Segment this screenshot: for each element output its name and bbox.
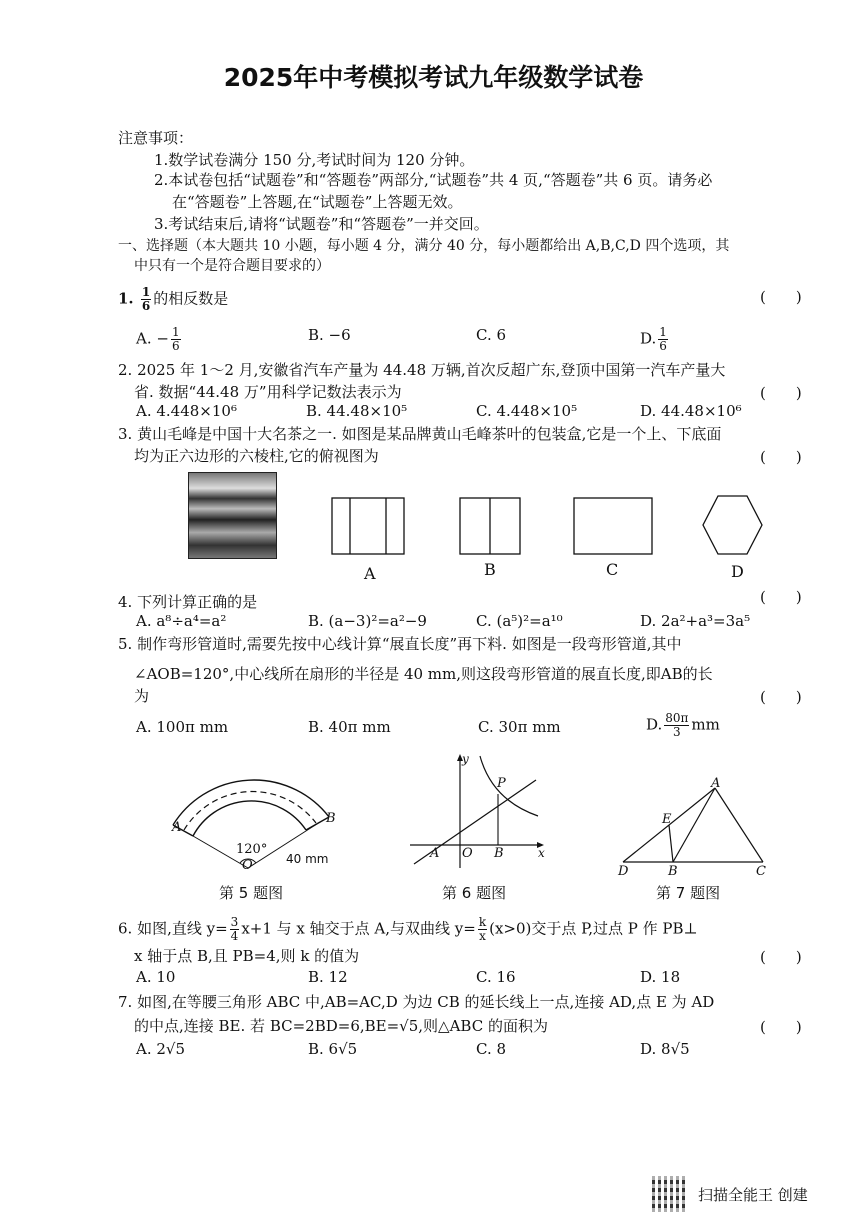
q1-d-num: 1 (659, 325, 667, 339)
q1-text: 的相反数是 (153, 289, 229, 308)
q1-number: 1. (118, 289, 134, 308)
fig5-outer-arc (173, 780, 329, 825)
fig7-triangle (615, 778, 775, 870)
fig7-segment-be (669, 825, 673, 862)
fig7-caption: 第 7 题图 (656, 884, 721, 902)
q6-part3: (x>0)交于点 P,过点 P 作 PB⊥ (489, 919, 698, 938)
fig7-label-e: E (662, 812, 672, 827)
q3-answer-paren: ( ) (760, 448, 802, 466)
q6-frac2-den: x (479, 929, 486, 943)
q7-line2: 的中点,连接 BE. 若 BC=2BD=6,BE=√5,则△ABC 的面积为 (134, 1017, 548, 1035)
q4-option-b: B. (a−3)²=a²−9 (308, 612, 427, 630)
q1-option-c: C. 6 (476, 326, 507, 344)
q4-option-c: C. (a⁵)²=a¹⁰ (476, 612, 563, 630)
q3-label-c: C (606, 560, 619, 579)
fig5-caption: 第 5 题图 (219, 884, 284, 902)
q7-option-d: D. 8√5 (640, 1040, 690, 1058)
q1-a-num: 1 (171, 325, 180, 339)
note-item-2: 2.本试卷包括“试题卷”和“答题卷”两部分,“试题卷”共 4 页,“答题卷”共 6 页。请务必 (154, 171, 713, 189)
q3-line1: 3. 黄山毛峰是中国十大名茶之一. 如图是某品牌黄山毛峰茶叶的包装盒,它是一个上、下底面 (118, 425, 722, 443)
qr-code-icon (652, 1176, 688, 1212)
fig6-caption: 第 6 题图 (442, 884, 507, 902)
fig6-label-b: B (494, 846, 504, 861)
q5-d-den: 3 (673, 725, 681, 739)
fig5-angle-label: 120° (236, 842, 268, 857)
q6-part1: 6. 如图,直线 y= (118, 919, 228, 938)
q5-d-num: 80π (665, 711, 689, 725)
q3-fig-b (460, 498, 520, 554)
fig7-label-a: A (711, 776, 721, 791)
fig5-label-o: O (242, 858, 253, 873)
q6-option-c: C. 16 (476, 968, 516, 986)
q1-option-b: B. −6 (308, 326, 351, 344)
q5-option-d-label: D. (646, 715, 663, 734)
fig7-label-d: D (618, 864, 629, 879)
q7-answer-paren: ( ) (760, 1018, 802, 1036)
q2-answer-paren: ( ) (760, 384, 802, 402)
q2-option-d: D. 44.48×10⁶ (640, 402, 742, 420)
q5-line3: 为 (134, 687, 150, 705)
q6-option-b: B. 12 (308, 968, 348, 986)
q6-option-d: D. 18 (640, 968, 681, 986)
q5-option-c: C. 30π mm (478, 718, 561, 736)
note-item-1: 1.数学试卷满分 150 分,考试时间为 120 分钟。 (154, 151, 475, 169)
notes-heading: 注意事项： (118, 129, 194, 147)
fig7-label-b: B (668, 864, 678, 879)
fig5-radius-label: 40 mm (286, 852, 329, 866)
q5-option-d (646, 712, 720, 739)
q1-a-den: 6 (171, 339, 180, 353)
q3-label-a: A (364, 564, 376, 583)
q4-option-a: A. a⁸÷a⁴=a² (136, 612, 227, 630)
q5-d-unit: mm (691, 715, 720, 734)
scanner-watermark: 扫描全能王 创建 (698, 1186, 808, 1204)
q1-fraction (141, 286, 151, 313)
q5-line1: 5. 制作弯形管道时,需要先按中心线计算“展直长度”再下料. 如图是一段弯形管道,其中 (118, 635, 682, 653)
q4-option-d: D. 2a²+a³=3a⁵ (640, 612, 751, 630)
q2-line1: 2. 2025 年 1～2 月,安徽省汽车产量为 44.48 万辆,首次反超广东,登顶中国第一汽车产量大 (118, 361, 726, 379)
fig7-segment-ba (673, 788, 715, 862)
q3-fig-a (332, 498, 404, 554)
fig5-center-arc (184, 792, 316, 830)
q1-option-d-label: D. (640, 329, 657, 348)
q1-frac-num: 1 (141, 285, 151, 299)
q7-option-a: A. 2√5 (136, 1040, 186, 1058)
q5-answer-paren: ( ) (760, 688, 802, 706)
tea-box-photo (188, 472, 277, 559)
note-item-2-cont: 在“答题卷”上答题,在“试题卷”上答题无效。 (172, 193, 463, 211)
fig5-label-a: A (172, 820, 182, 835)
q7-line1: 7. 如图,在等腰三角形 ABC 中,AB=AC,D 为边 CB 的延长线上一点,连接 AD,点 E 为 AD (118, 993, 715, 1011)
q1-stem (118, 286, 228, 313)
q6-frac2-num: k (478, 915, 487, 929)
note-item-3: 3.考试结束后,请将“试题卷”和“答题卷”一并交回。 (154, 215, 489, 233)
q4-answer-paren: ( ) (760, 588, 802, 606)
q1-option-a-label: A. − (136, 329, 169, 348)
q3-label-d: D (731, 562, 744, 581)
q3-fig-d-hexagon (703, 496, 762, 554)
q1-answer-paren: ( ) (760, 288, 802, 306)
q6-option-a: A. 10 (136, 968, 176, 986)
q1-d-den: 6 (659, 339, 667, 353)
fig5-label-b: B (326, 811, 336, 826)
q4-line1: 4. 下列计算正确的是 (118, 593, 258, 611)
q1-frac-den: 6 (141, 299, 151, 313)
q1-option-a (136, 326, 183, 353)
q6-frac1-num: 3 (230, 915, 239, 929)
fig6-label-y: y (462, 752, 469, 766)
q3-option-figures (320, 490, 780, 562)
q6-part2: x+1 与 x 轴交于点 A,与双曲线 y= (241, 919, 476, 938)
fig6-label-a: A (430, 846, 440, 861)
section1-header-cont: 中只有一个是符合题目要求的） (134, 258, 330, 274)
q2-option-b: B. 44.48×10⁵ (306, 402, 408, 420)
q5-option-a: A. 100π mm (136, 718, 229, 736)
q3-fig-c (574, 498, 652, 554)
q6-answer-paren: ( ) (760, 948, 802, 966)
fig5-inner-arc (193, 801, 306, 836)
q2-line2: 省. 数据“44.48 万”用科学记数法表示为 (134, 383, 402, 401)
fig6-hyperbola (480, 756, 538, 816)
q6-line1 (118, 916, 698, 943)
q2-option-a: A. 4.448×10⁶ (136, 402, 237, 420)
q7-option-c: C. 8 (476, 1040, 507, 1058)
fig6-label-o: O (462, 846, 473, 861)
page-title: 2025年中考模拟考试九年级数学试卷 (223, 63, 644, 92)
q6-frac1-den: 4 (230, 929, 239, 943)
fig7-segment-ca (715, 788, 763, 862)
fig6-label-p: P (497, 776, 506, 791)
q5-line2: ∠AOB=120°,中心线所在扇形的半径是 40 mm,则这段弯形管道的展直长度,即AB的长 (134, 665, 713, 683)
fig6-label-x: x (538, 846, 545, 860)
q5-option-b: B. 40π mm (308, 718, 391, 736)
section1-header: 一、选择题（本大题共 10 小题，每小题 4 分，满分 40 分，每小题都给出 A,B,C,D 四个选项，其 (118, 238, 730, 254)
q6-line2: x 轴于点 B,且 PB=4,则 k 的值为 (134, 947, 360, 965)
q7-option-b: B. 6√5 (308, 1040, 358, 1058)
q3-line2: 均为正六边形的六棱柱,它的俯视图为 (134, 447, 379, 465)
q1-option-d (640, 326, 670, 353)
fig7-label-c: C (756, 864, 766, 879)
q3-label-b: B (484, 560, 496, 579)
q2-option-c: C. 4.448×10⁵ (476, 402, 578, 420)
